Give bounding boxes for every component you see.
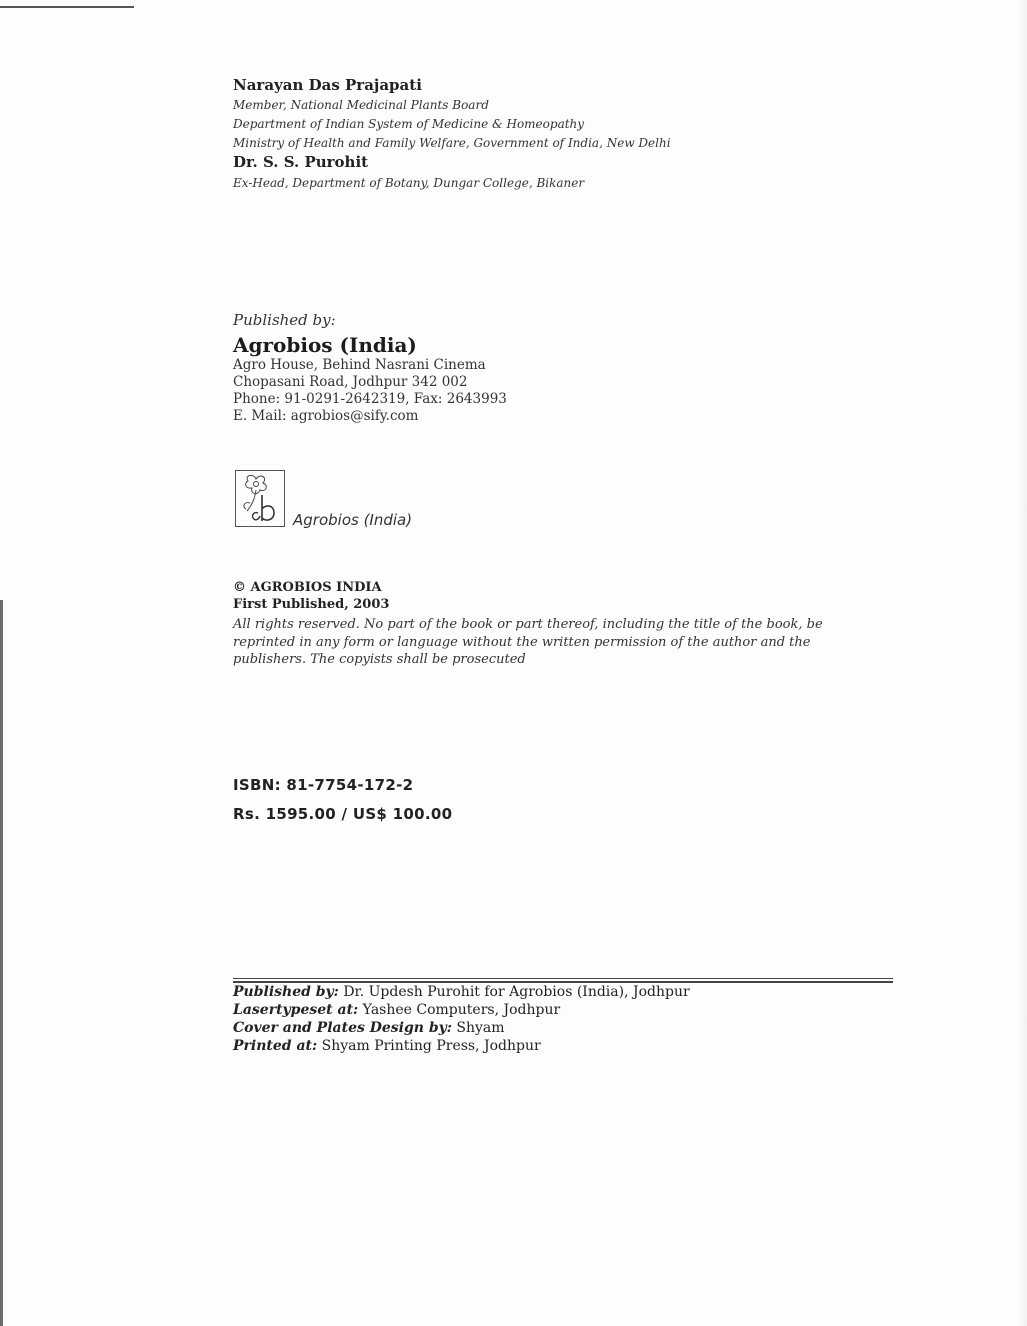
author-1-affiliation-2: Department of Indian System of Medicine & Homeopathy xyxy=(233,117,585,131)
isbn: ISBN: 81-7754-172-2 xyxy=(233,776,414,794)
credit-value: Yashee Computers, Jodhpur xyxy=(362,1002,561,1018)
publisher-email: E. Mail: agrobios@sify.com xyxy=(233,408,419,424)
credit-printed-at xyxy=(233,1038,541,1054)
author-2-affiliation-1: Ex-Head, Department of Botany, Dungar College, Bikaner xyxy=(233,176,585,190)
credit-label: Published by: xyxy=(233,984,339,1000)
publisher-address-line-1: Agro House, Behind Nasrani Cinema xyxy=(233,357,486,373)
credit-label: Lasertypeset at: xyxy=(233,1002,359,1018)
credit-value: Shyam xyxy=(456,1020,505,1036)
credit-lasertypeset xyxy=(233,1002,560,1018)
flower-logo-icon xyxy=(236,471,284,526)
author-1-affiliation-1: Member, National Medicinal Plants Board xyxy=(233,98,489,112)
credit-label: Printed at: xyxy=(233,1038,318,1054)
price: Rs. 1595.00 / US$ 100.00 xyxy=(233,805,453,823)
rights-statement: All rights reserved. No part of the book or part thereof, including the title of the book, be reprinted in any form or language without the written permission of the author and the publishers. The copyists shall be prosecuted xyxy=(233,617,823,667)
publisher-phone: Phone: 91-0291-2642319, Fax: 2643993 xyxy=(233,391,507,407)
credit-value: Shyam Printing Press, Jodhpur xyxy=(321,1038,541,1054)
first-published: First Published, 2003 xyxy=(233,597,390,612)
copyright-holder: © AGROBIOS INDIA xyxy=(233,580,382,595)
author-1-name: Narayan Das Prajapati xyxy=(233,76,422,94)
scan-top-edge xyxy=(0,6,134,8)
publisher-name: Agrobios (India) xyxy=(233,333,417,357)
scan-left-edge xyxy=(0,600,3,1326)
author-2-name: Dr. S. S. Purohit xyxy=(233,153,369,171)
scan-right-shade xyxy=(1017,0,1027,1326)
published-by-label: Published by: xyxy=(233,311,336,329)
agrobios-logo xyxy=(235,470,285,527)
divider-thin xyxy=(233,978,893,979)
author-1-affiliation-3: Ministry of Health and Family Welfare, Government of India, New Delhi xyxy=(233,136,671,150)
logo-caption: Agrobios (India) xyxy=(293,511,413,529)
publisher-address-line-2: Chopasani Road, Jodhpur 342 002 xyxy=(233,374,468,390)
divider-thick xyxy=(233,981,893,983)
credit-label: Cover and Plates Design by: xyxy=(233,1020,452,1036)
credit-published-by xyxy=(233,984,690,1000)
credit-cover-design xyxy=(233,1020,505,1036)
credit-value: Dr. Updesh Purohit for Agrobios (India), Jodhpur xyxy=(343,984,690,1000)
